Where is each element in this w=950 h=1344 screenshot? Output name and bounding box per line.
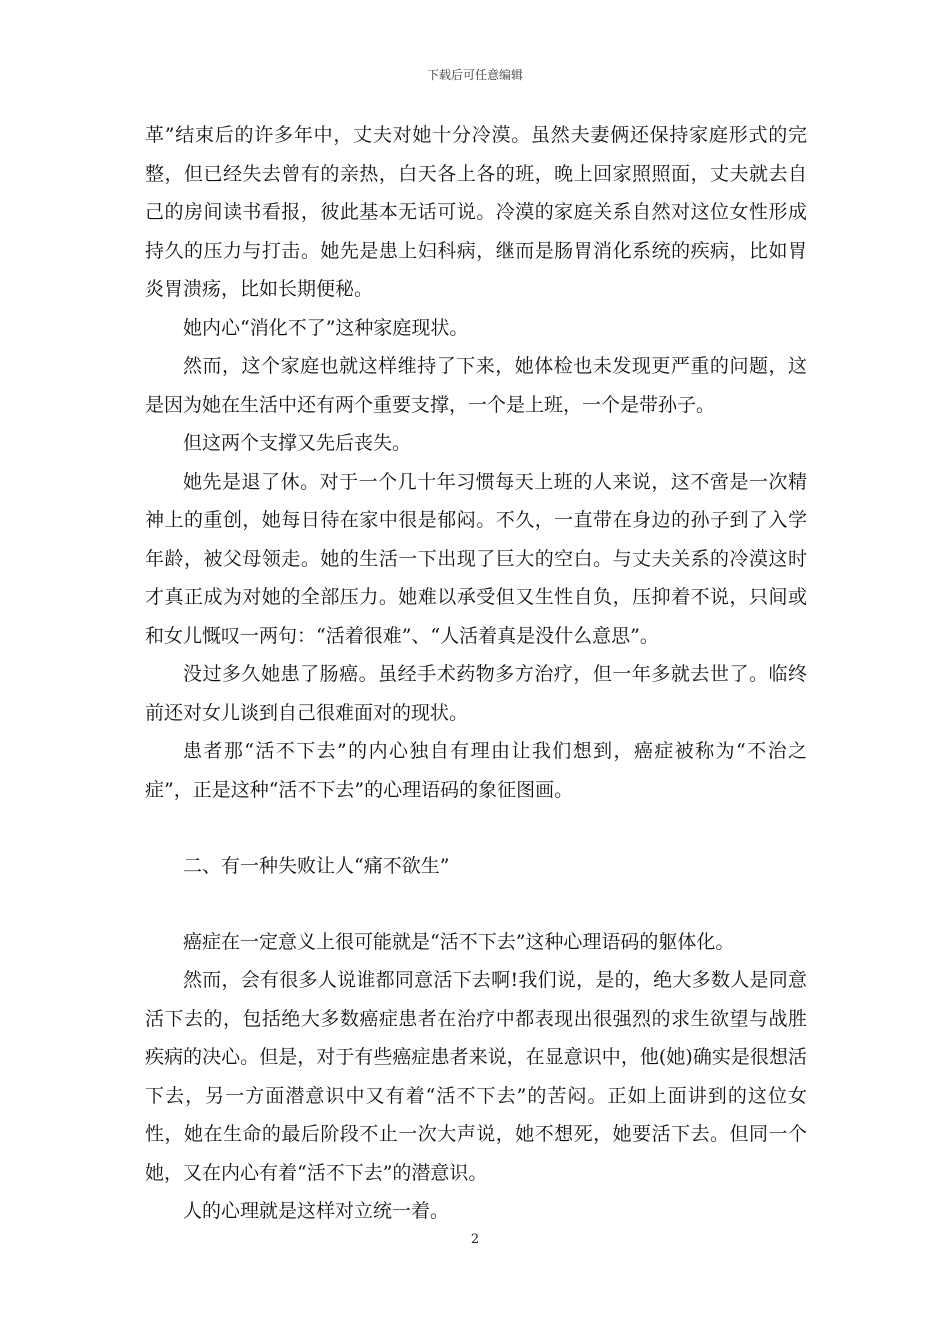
spacer: [145, 886, 807, 923]
paragraph: 人的心理就是这样对立统一着。: [183, 1200, 450, 1222]
paragraph: 但这两个支撑又先后丧失。: [183, 432, 412, 454]
paragraph: 她先是退了休。对于一个几十年习惯每天上班的人来说，这不啻是一次精神上的重创，她每日待在家中很是郁闷。不久，一直带在身边的孙子到了入学年龄，被父母领走。她的生活一下出现了巨大的空白。与丈夫关系的冷漠这时才真正成为对她的全部压力。她难以承受但又生性自负，压抑着不说，只间或和女儿慨叹一两句：“活着很难”、“人活着真是没什么意思”。: [145, 470, 807, 647]
paragraph: 癌症在一定意义上很可能就是“活不下去”这种心理语码的躯体化。: [183, 930, 735, 953]
paragraph: 她内心“消化不了”这种家庭现状。: [183, 316, 469, 339]
document-body: [145, 116, 807, 1231]
page-header: 下载后可任意编辑: [426, 68, 523, 82]
page-number: 2: [470, 1232, 480, 1247]
section-heading: 二、有一种失败让人“痛不欲生”: [183, 855, 450, 877]
paragraph-continuation: 革”结束后的许多年中，丈夫对她十分冷漠。虽然夫妻俩还保持家庭形式的完整，但已经失去曾有的亲热，白天各上各的班，晚上回家照照面，丈夫就去自己的房间读书看报，彼此基本无话可说。冷漠的家庭关系自然对这位女性形成持久的压力与打击。她先是患上妇科病，继而是肠胃消化系统的疾病，比如胃炎胃溃疡，比如长期便秘。: [145, 124, 807, 300]
paragraph: 没过多久她患了肠癌。虽经手术药物多方治疗，但一年多就去世了。临终前还对女儿谈到自己很难面对的现状。: [145, 663, 807, 724]
paragraph: 然而，这个家庭也就这样维持了下来，她体检也未发现更严重的问题，这是因为她在生活中还有两个重要支撑，一个是上班，一个是带孙子。: [145, 355, 807, 416]
spacer: [145, 809, 807, 847]
paragraph: 然而，会有很多人说谁都同意活下去啊!我们说，是的，绝大多数人是同意活下去的，包括绝大多数癌症患者在治疗中都表现出很强烈的求生欲望与战胜疾病的决心。但是，对于有些癌症患者来说，在显意识中，他(她)确实是很想活下去，另一方面潜意识中又有着“活不下去”的苦闷。正如上面讲到的这位女性，她在生命的最后阶段不止一次大声说，她不想死，她要活下去。但同一个她，又在内心有着“活不下去”的潜意识。: [145, 969, 807, 1184]
paragraph: 患者那“活不下去”的内心独自有理由让我们想到，癌症被称为“不治之症”，正是这种“活不下去”的心理语码的象征图画。: [145, 740, 807, 801]
